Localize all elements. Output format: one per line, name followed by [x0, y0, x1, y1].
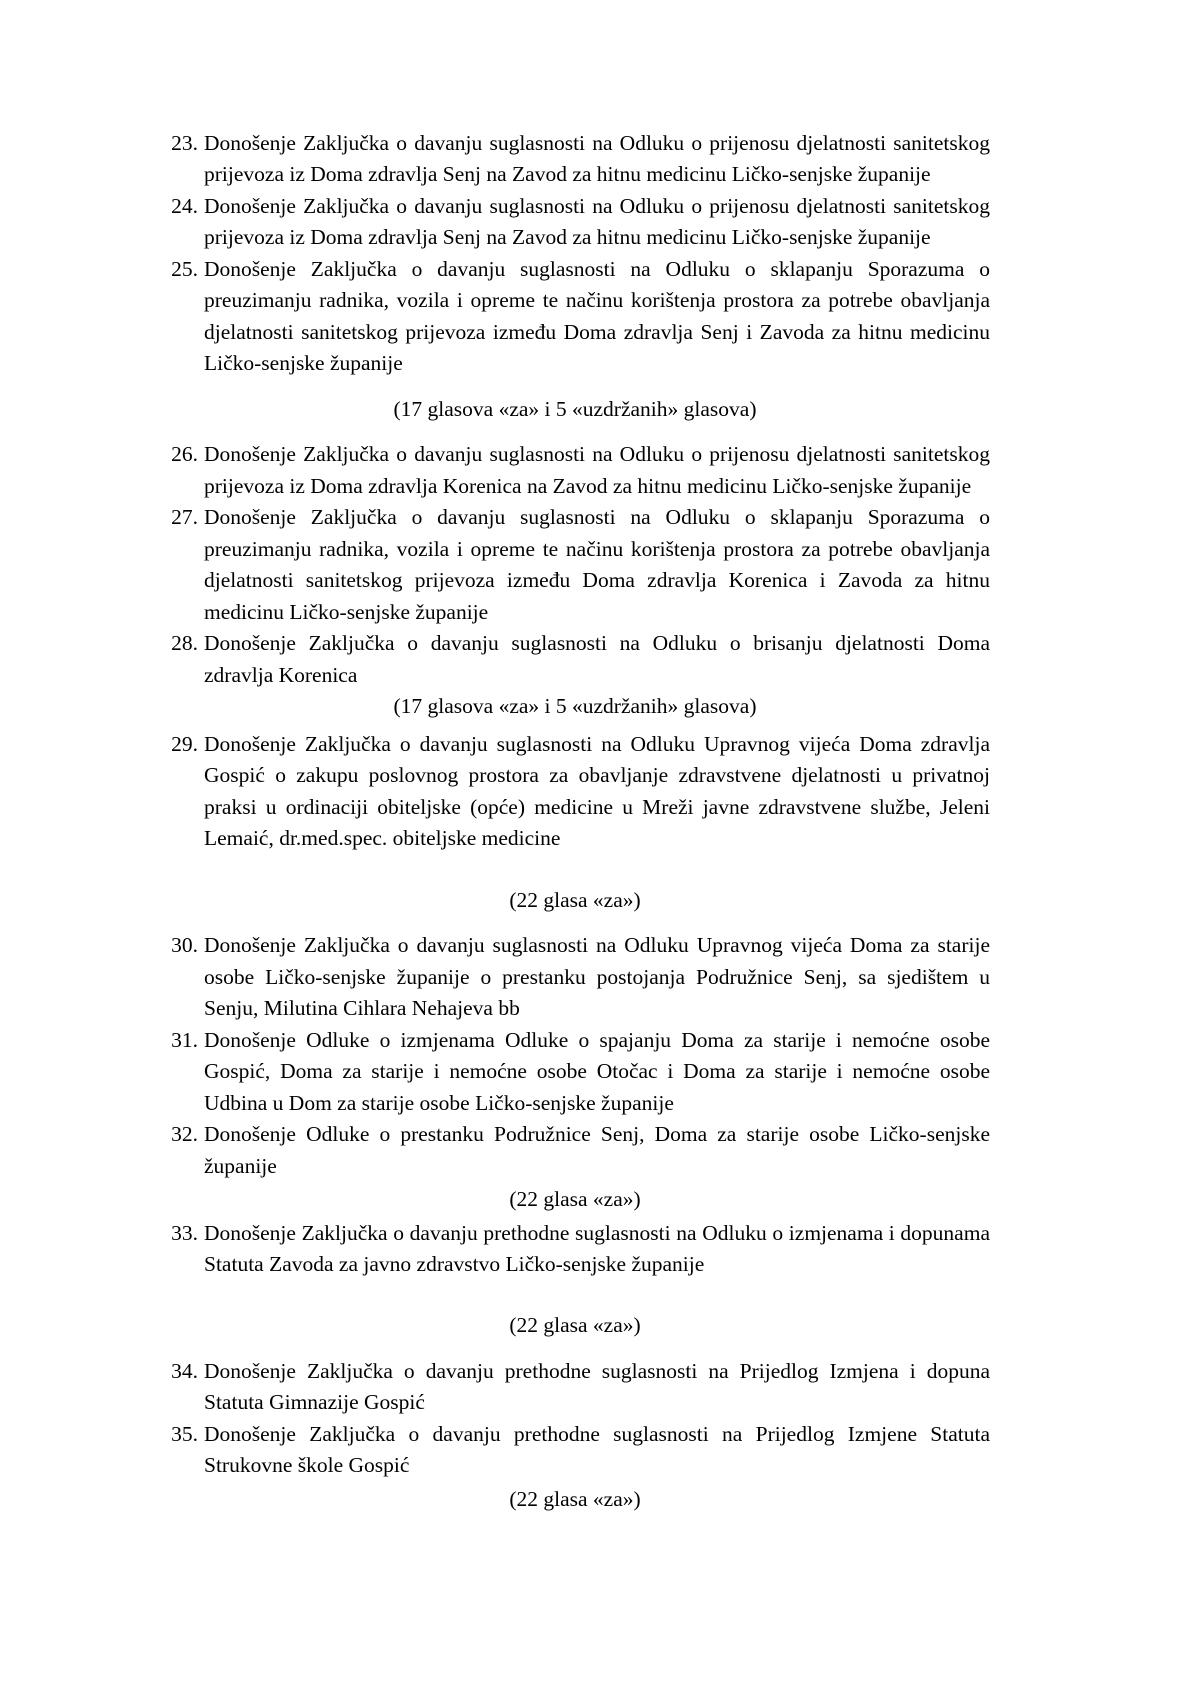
agenda-list-item: [160, 1419, 990, 1482]
agenda-item-text: Donošenje Zaključka o davanju suglasnosti na Odluku o sklapanju Sporazuma o preuzimanju radnika, vozila i opreme te načinu korištenja prostora za potrebe obavljanja djelatnosti sanitetskog prijevoza između Doma zdravlja Korenica i Zavoda za hitnu medicinu Ličko-senjske županije: [204, 505, 990, 624]
agenda-list-item: [160, 1025, 990, 1119]
agenda-item-text: Donošenje Odluke o prestanku Podružnice Senj, Doma za starije osobe Ličko-senjske županije: [204, 1122, 990, 1178]
agenda-list-item: [160, 254, 990, 380]
vote-result-line: (22 glasa «za»): [509, 1486, 641, 1511]
agenda-item-number: 28.: [171, 631, 198, 656]
agenda-block-list: [160, 128, 990, 1515]
vote-result-line: (22 glasa «za»): [509, 1313, 641, 1338]
agenda-item-number: 25.: [171, 256, 198, 281]
agenda-list: [160, 729, 990, 855]
agenda-item-text: Donošenje Zaključka o davanju suglasnosti na Odluku o brisanju djelatnosti Doma zdravlja Korenica: [204, 631, 990, 687]
agenda-item-text: Donošenje Zaključka o davanju suglasnosti na Odluku Upravnog vijeća Doma za starije osobe Ličko-senjske županije o prestanku postojanja Podružnice Senj, sa sjedištem u Senju, Milutina Cihlara Nehajeva bb: [204, 933, 990, 1021]
agenda-item-number: 31.: [171, 1027, 198, 1052]
agenda-list-item: [160, 502, 990, 628]
document-body: [160, 128, 990, 1517]
agenda-list: [160, 1356, 990, 1482]
vote-result-line: (17 glasova «za» i 5 «uzdržanih» glasova): [393, 396, 757, 421]
agenda-list-item: [160, 1356, 990, 1419]
agenda-item-text: Donošenje Zaključka o davanju suglasnosti na Odluku o prijenosu djelatnosti sanitetskog prijevoza iz Doma zdravlja Senj na Zavod za hitnu medicinu Ličko-senjske županije: [204, 131, 990, 187]
agenda-item-text: Donošenje Zaključka o davanju suglasnosti na Odluku Upravnog vijeća Doma zdravlja Gospić o zakupu poslovnog prostora za obavljanje zdravstvene djelatnosti u privatnoj praksi u ordinaciji obiteljske (opće) medicine u Mreži javne zdravstvene službe, Jeleni Lemaić, dr.med.spec. obiteljske medicine: [204, 731, 990, 851]
agenda-item-number: 32.: [171, 1122, 198, 1147]
agenda-list-item: [160, 191, 990, 254]
agenda-list: [160, 439, 990, 691]
agenda-item-text: Donošenje Zaključka o davanju prethodne suglasnosti na Odluku o izmjenama i dopunama Statuta Zavoda za javno zdravstvo Ličko-senjske županije: [204, 1220, 990, 1276]
agenda-list-item: [160, 1119, 990, 1182]
agenda-list-item: [160, 128, 990, 191]
agenda-list: [160, 930, 990, 1182]
agenda-list-item: [160, 1218, 990, 1281]
agenda-item-number: 29.: [171, 731, 198, 756]
agenda-item-number: 24.: [171, 193, 198, 218]
agenda-item-text: Donošenje Zaključka o davanju suglasnosti na Odluku o sklapanju Sporazuma o preuzimanju radnika, vozila i opreme te načinu korištenja prostora za potrebe obavljanja djelatnosti sanitetskog prijevoza između Doma zdravlja Senj i Zavoda za hitnu medicinu Ličko-senjske županije: [204, 256, 990, 376]
agenda-item-number: 30.: [171, 933, 198, 958]
agenda-item-number: 34.: [171, 1358, 198, 1383]
agenda-item-text: Donošenje Zaključka o davanju suglasnosti na Odluku o prijenosu djelatnosti sanitetskog prijevoza iz Doma zdravlja Senj na Zavod za hitnu medicinu Ličko-senjske županije: [204, 193, 990, 250]
agenda-item-text: Donošenje Zaključka o davanju prethodne suglasnosti na Prijedlog Izmjena i dopuna Statuta Gimnazije Gospić: [204, 1358, 990, 1415]
agenda-list-item: [160, 729, 990, 855]
agenda-list-item: [160, 628, 990, 691]
agenda-item-number: 35.: [171, 1421, 198, 1446]
vote-result-line: (22 glasa «za»): [509, 1187, 641, 1212]
agenda-item-number: 33.: [171, 1220, 198, 1245]
vote-result-line: (17 glasova «za» i 5 «uzdržanih» glasova): [393, 694, 757, 719]
agenda-list: [160, 1218, 990, 1281]
agenda-item-text: Donošenje Odluke o izmjenama Odluke o spajanju Doma za starije i nemoćne osobe Gospić, Doma za starije i nemoćne osobe Otočac i Doma za starije i nemoćne osobe Udbina u Dom za starije osobe Ličko-senjske županije: [204, 1027, 990, 1115]
agenda-list-item: [160, 439, 990, 502]
agenda-item-number: 23.: [171, 131, 198, 155]
agenda-item-number: 27.: [171, 505, 198, 530]
agenda-item-text: Donošenje Zaključka o davanju suglasnosti na Odluku o prijenosu djelatnosti sanitetskog prijevoza iz Doma zdravlja Korenica na Zavod za hitnu medicinu Ličko-senjske županije: [204, 442, 990, 498]
agenda-item-text: Donošenje Zaključka o davanju prethodne suglasnosti na Prijedlog Izmjene Statuta Strukovne škole Gospić: [204, 1421, 990, 1478]
agenda-list: [160, 128, 990, 380]
vote-result-line: (22 glasa «za»): [509, 887, 641, 912]
agenda-item-number: 26.: [171, 442, 198, 467]
agenda-list-item: [160, 930, 990, 1024]
